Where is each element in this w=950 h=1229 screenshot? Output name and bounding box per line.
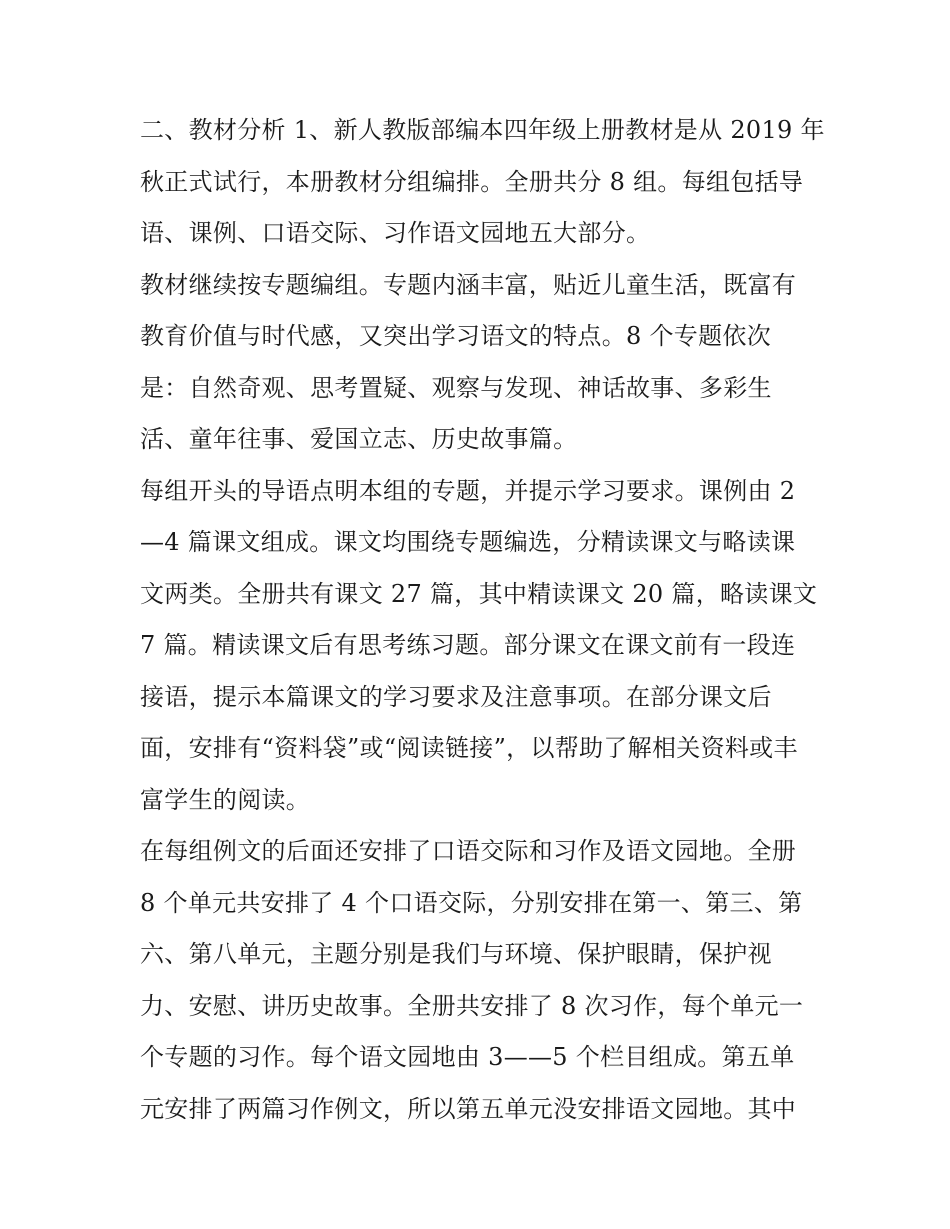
- text-line: 是：自然奇观、思考置疑、观察与发现、神话故事、多彩生: [140, 373, 772, 402]
- text-line: 文两类。全册共有课文 27 篇，其中精读课文 20 篇，略读课文: [140, 579, 818, 608]
- text-line: 秋正式试行，本册教材分组编排。全册共分 8 组。每组包括导: [140, 167, 804, 196]
- text-line: 二、教材分析 1、新人教版部编本四年级上册教材是从 2019 年: [140, 116, 825, 144]
- text-line: 教材继续按专题编组。专题内涵丰富，贴近儿童生活，既富有: [140, 270, 797, 299]
- text-line: 8 个单元共安排了 4 个口语交际，分别安排在第一、第三、第: [140, 888, 803, 917]
- text-line: 语、课例、口语交际、习作语文园地五大部分。: [140, 219, 651, 247]
- text-line: 力、安慰、讲历史故事。全册共安排了 8 次习作，每个单元一: [140, 991, 804, 1020]
- text-line: 个专题的习作。每个语文园地由 3——5 个栏目组成。第五单: [140, 1043, 795, 1071]
- text-line: 教育价值与时代感，又突出学习语文的特点。8 个专题依次: [140, 322, 771, 350]
- text-line: 六、第八单元，主题分别是我们与环境、保护眼睛，保护视: [140, 940, 772, 968]
- text-line: 接语，提示本篇课文的学习要求及注意事项。在部分课文后: [140, 682, 772, 711]
- text-line: 元安排了两篇习作例文，所以第五单元没安排语文园地。其中: [140, 1094, 797, 1123]
- document-body: [140, 108, 825, 1138]
- text-line: 面，安排有“资料袋”或“阅读链接”，以帮助了解相关资料或丰: [140, 734, 798, 762]
- text-line: 富学生的阅读。: [140, 785, 311, 814]
- text-line: —4 篇课文组成。课文均围绕专题编选，分精读课文与略读课: [140, 528, 796, 556]
- text-line: 7 篇。精读课文后有思考练习题。部分课文在课文前有一段连: [140, 631, 796, 659]
- text-line: 活、童年往事、爱国立志、历史故事篇。: [140, 425, 578, 453]
- text-line: 每组开头的导语点明本组的专题，并提示学习要求。课例由 2: [140, 476, 796, 505]
- text-line: 在每组例文的后面还安排了口语交际和习作及语文园地。全册: [140, 837, 797, 865]
